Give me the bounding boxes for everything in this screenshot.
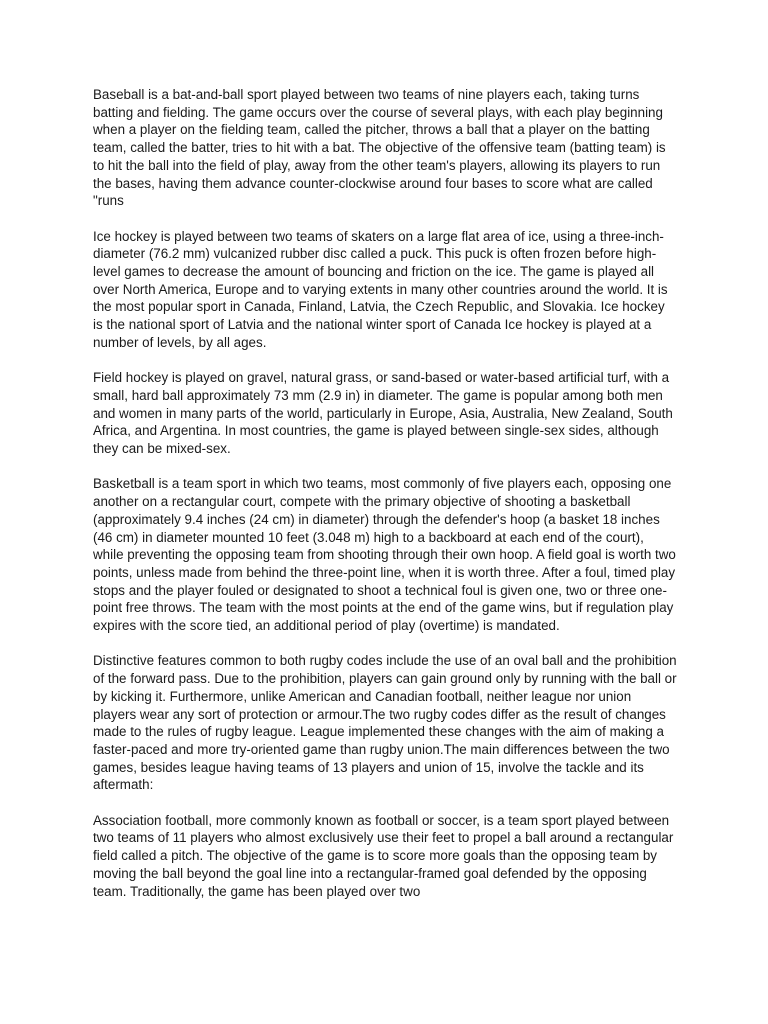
paragraph-ice-hockey: Ice hockey is played between two teams of skaters on a large flat area of ice, using a three-inch-diameter (76.2 mm) vulcanized rubber disc called a puck. This puck is often frozen before high-level games to decrease the amount of bouncing and friction on the ice. The game is played all over North America, Europe and to varying extents in many other countries around the world. It is the most popular sport in Canada, Finland, Latvia, the Czech Republic, and Slovakia. Ice hockey is the national sport of Latvia and the national winter sport of Canada Ice hockey is played at a number of levels, by all ages. bbox=[93, 228, 668, 350]
document-page bbox=[93, 86, 678, 918]
paragraph-baseball: Baseball is a bat-and-ball sport played between two teams of nine players each, taking turns batting and fielding. The game occurs over the course of several plays, with each play beginning when a player on the fielding team, called the pitcher, throws a ball that a player on the batting team, called the batter, tries to hit with a bat. The objective of the offensive team (batting team) is to hit the ball into the field of play, away from the other team's players, allowing its players to run the bases, having them advance counter-clockwise around four bases to score what are called "runs bbox=[93, 87, 666, 209]
paragraph-rugby: Distinctive features common to both rugby codes include the use of an oval ball and the prohibition of the forward pass. Due to the prohibition, players can gain ground only by running with the ball or by kicking it. Furthermore, unlike American and Canadian football, neither league nor union players wear any sort of protection or armour.The two rugby codes differ as the result of changes made to the rules of rugby league. League implemented these changes with the aim of making a faster-paced and more try-oriented game than rugby union.The main differences between the two games, besides league having teams of 13 players and union of 15, involve the tackle and its aftermath: bbox=[93, 653, 677, 793]
paragraph-field-hockey: Field hockey is played on gravel, natural grass, or sand-based or water-based artificial turf, with a small, hard ball approximately 73 mm (2.9 in) in diameter. The game is popular among both men and women in many parts of the world, particularly in Europe, Asia, Australia, New Zealand, South Africa, and Argentina. In most countries, the game is played between single-sex sides, although they can be mixed-sex. bbox=[93, 370, 673, 457]
paragraph-basketball: Basketball is a team sport in which two teams, most commonly of five players each, opposing one another on a rectangular court, compete with the primary objective of shooting a basketball (approximately 9.4 inches (24 cm) in diameter) through the defender's hoop (a basket 18 inches (46 cm) in diameter mounted 10 feet (3.048 m) high to a backboard at each end of the court), while preventing the opposing team from shooting through their own hoop. A field goal is worth two points, unless made from behind the three-point line, when it is worth three. After a foul, timed play stops and the player fouled or designated to shoot a technical foul is given one, two or three one-point free throws. The team with the most points at the end of the game wins, but if regulation play expires with the score tied, an additional period of play (overtime) is mandated. bbox=[93, 476, 676, 634]
paragraph-football: Association football, more commonly known as football or soccer, is a team sport played between two teams of 11 players who almost exclusively use their feet to propel a ball around a rectangular field called a pitch. The objective of the game is to score more goals than the opposing team by moving the ball beyond the goal line into a rectangular-framed goal defended by the opposing team. Traditionally, the game has been played over two bbox=[93, 812, 674, 899]
